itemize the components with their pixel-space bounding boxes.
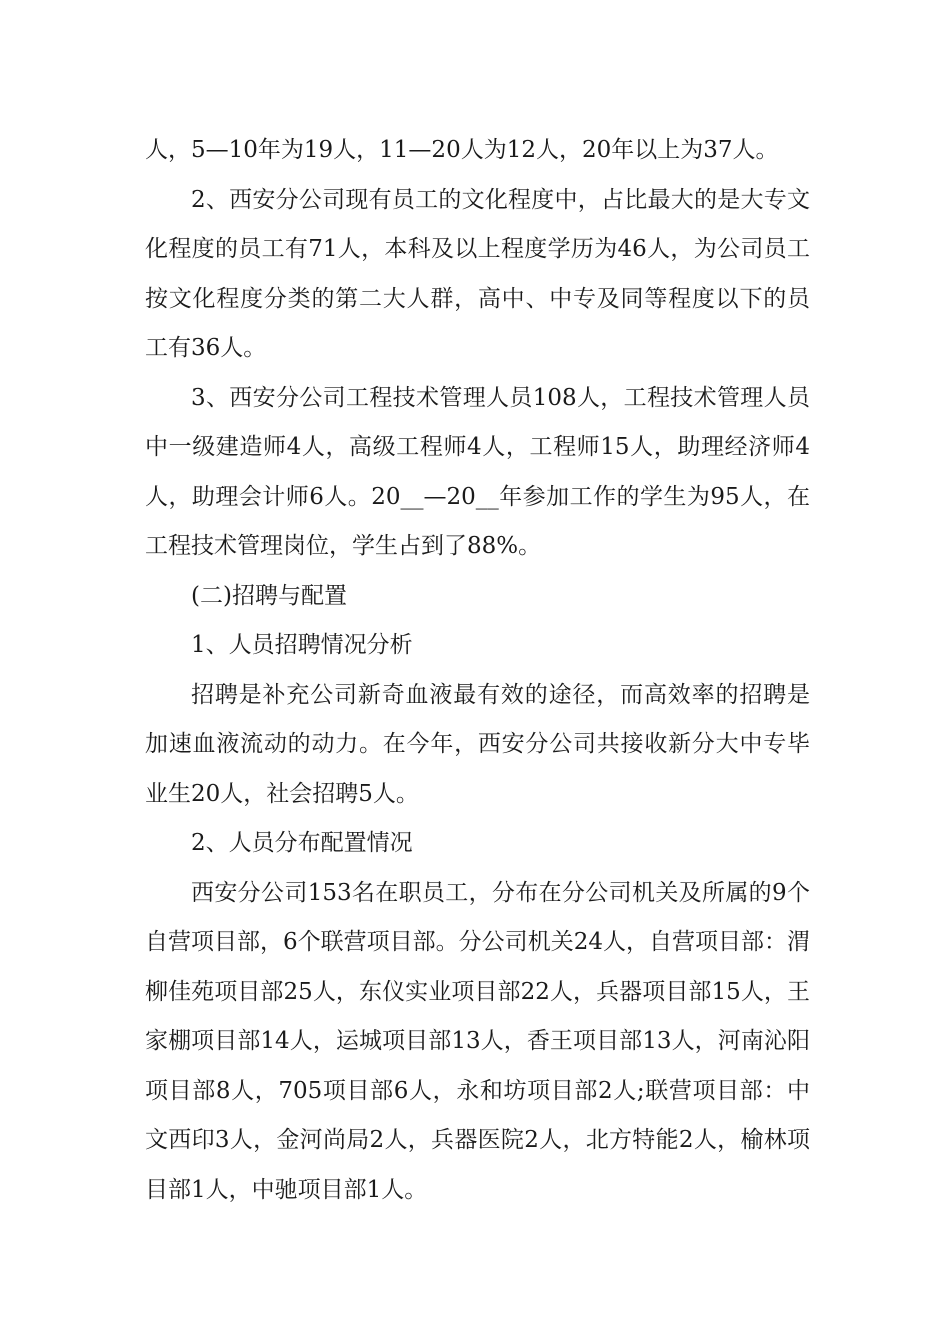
document-body [145,126,810,1215]
paragraph-education-level: 2、西安分公司现有员工的文化程度中，占比最大的是大专文化程度的员工有71人，本科及以上程度学历为46人，为公司员工按文化程度分类的第二大人群，高中、中专及同等程度以下的员工有36人。 [145,186,810,361]
paragraph-staff-distribution: 西安分公司153名在职员工，分布在分公司机关及所属的9个自营项目部，6个联营项目部。分公司机关24人，自营项目部：渭柳佳苑项目部25人，东仪实业项目部22人，兵器项目部15人，王家棚项目部14人，运城项目部13人，香王项目部13人，河南沁阳项目部8人，705项目部6人，永和坊项目部2人;联营项目部：中文西印3人，金河尚局2人，兵器医院2人，北方特能2人，榆林项目部1人，中驰项目部1人。 [145,879,810,1203]
subheading-staff-distribution: 2、人员分布配置情况 [191,830,413,856]
paragraph-service-years-continued: 人，5—10年为19人，11—20人为12人，20年以上为37人。 [145,137,779,163]
subheading-recruitment-analysis: 1、人员招聘情况分析 [191,632,413,658]
paragraph-recruitment: 招聘是补充公司新奇血液最有效的途径，而高效率的招聘是加速血液流动的动力。在今年，西安分公司共接收新分大中专毕业生20人，社会招聘5人。 [145,681,810,807]
section-heading-recruitment: (二)招聘与配置 [191,582,347,609]
paragraph-technical-staff: 3、西安分公司工程技术管理人员108人，工程技术管理人员中一级建造师4人，高级工程师4人，工程师15人，助理经济师4人，助理会计师6人。20__—20__年参加工作的学生为95人，在工程技术管理岗位，学生占到了88%。 [145,384,810,559]
